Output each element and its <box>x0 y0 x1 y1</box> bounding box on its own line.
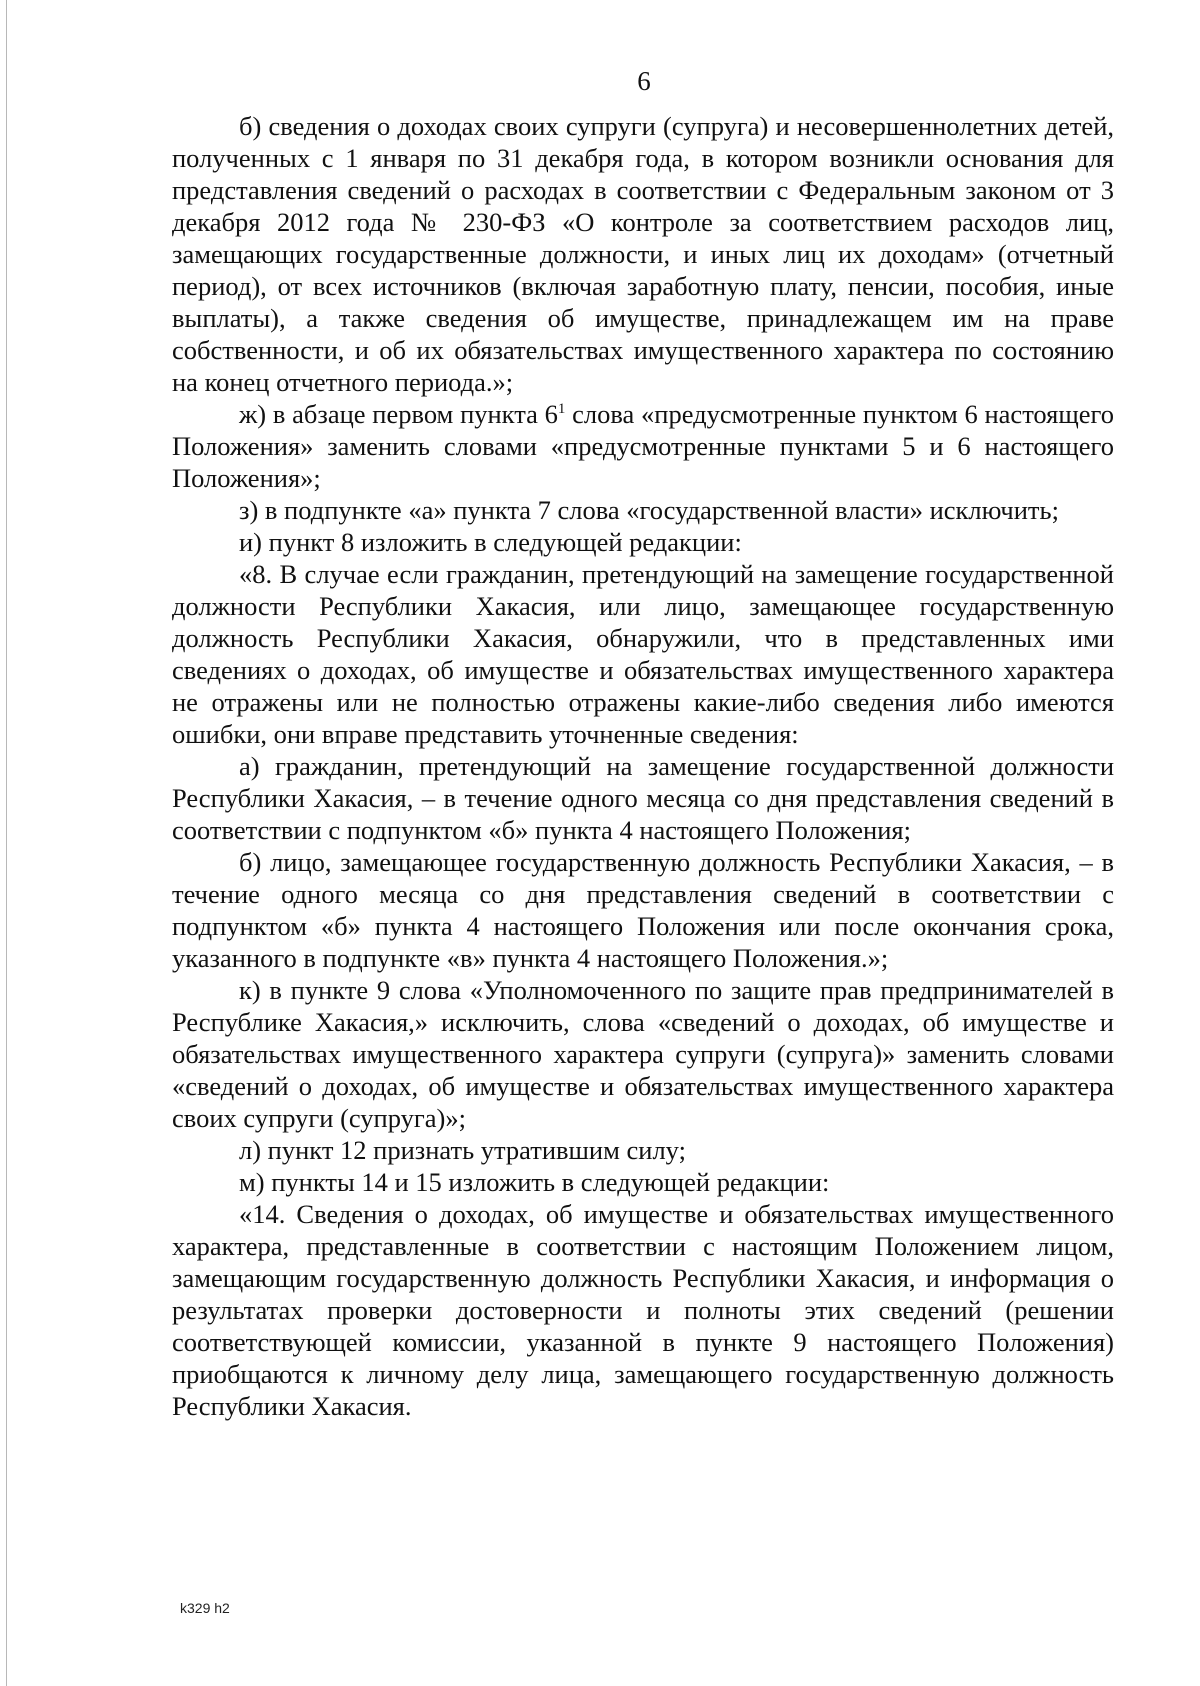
superscript-index: 1 <box>557 401 566 418</box>
paragraph-zh-amend-point-6-1 <box>172 398 1114 494</box>
paragraph-i-amend-point-8: и) пункт 8 изложить в следующей редакции: <box>239 527 742 557</box>
paragraph-k-amend-point-9: к) в пункте 9 слова «Уполномоченного по защите прав предпринимателей в Республике Хакасия,» исключить, слова «сведений о доходах, об имуществе и обязательствах имущественного характера супруги (супруга)» заменить словами «сведений о доходах, об имуществе и обязательствах имущественного характера своих супруги (супруга)»; <box>172 975 1114 1133</box>
paragraph-l-repeal-point-12: л) пункт 12 признать утратившим силу; <box>239 1135 686 1165</box>
document-body <box>172 110 1114 1422</box>
paragraph-point-8-b: б) лицо, замещающее государственную должность Республики Хакасия, – в течение одного месяца со дня представления сведений в соответствии с подпунктом «б» пункта 4 настоящего Положения или после окончания срока, указанного в подпункте «в» пункта 4 настоящего Положения.»; <box>172 847 1114 973</box>
paragraph-point-14-text: «14. Сведения о доходах, об имуществе и обязательствах имущественного характера, представленные в соответствии с настоящим Положением лицом, замещающим государственную должность Республики Хакасия, и информация о результатах проверки достоверности и полноты этих сведений (решении соответствующей комиссии, указанной в пункте 9 настоящего Положения) приобщаются к личному делу лица, замещающего государственную должность Республики Хакасия. <box>172 1199 1114 1421</box>
scan-edge <box>6 0 7 1686</box>
paragraph-zh-text-end: слова «предусмотренные пунктом 6 настоящего Положения» заменить словами «предусмотренные пунктами 5 и 6 настоящего Положения»; <box>172 399 1114 493</box>
paragraph-z-amend-point-7: з) в подпункте «а» пункта 7 слова «государственной власти» исключить; <box>239 495 1059 525</box>
paragraph-zh-text-start: ж) в абзаце первом пункта 6 <box>239 399 558 429</box>
page-number: 6 <box>637 66 651 96</box>
paragraph-m-amend-points-14-15: м) пункты 14 и 15 изложить в следующей редакции: <box>239 1167 830 1197</box>
paragraph-b-spouse-income: б) сведения о доходах своих супруги (супруга) и несовершеннолетних детей, полученных с 1 января по 31 декабря года, в котором возникли основания для представления сведений о расходах в соответствии с Федеральным законом от 3 декабря 2012 года № 230-ФЗ «О контроле за соответствием расходов лиц, замещающих государственные должности, и иных лиц их доходам» (отчетный период), от всех источников (включая заработную плату, пенсии, пособия, иные выплаты), а также сведения об имуществе, принадлежащем им на праве собственности, и об их обязательствах имущественного характера по состоянию на конец отчетного периода.»; <box>172 111 1114 397</box>
paragraph-point-8-text: «8. В случае если гражданин, претендующий на замещение государственной должности Республики Хакасия, или лицо, замещающее государственную должность Республики Хакасия, обнаружили, что в представленных ими сведениях о доходах, об имуществе и обязательствах имущественного характера не отражены или не полностью отражены какие-либо сведения либо имеются ошибки, они вправе представить уточненные сведения: <box>172 559 1114 749</box>
footer-document-code: k329 h2 <box>180 1600 230 1616</box>
paragraph-point-8-a: а) гражданин, претендующий на замещение государственной должности Республики Хакасия, – в течение одного месяца со дня представления сведений в соответствии с подпунктом «б» пункта 4 настоящего Положения; <box>172 751 1114 845</box>
